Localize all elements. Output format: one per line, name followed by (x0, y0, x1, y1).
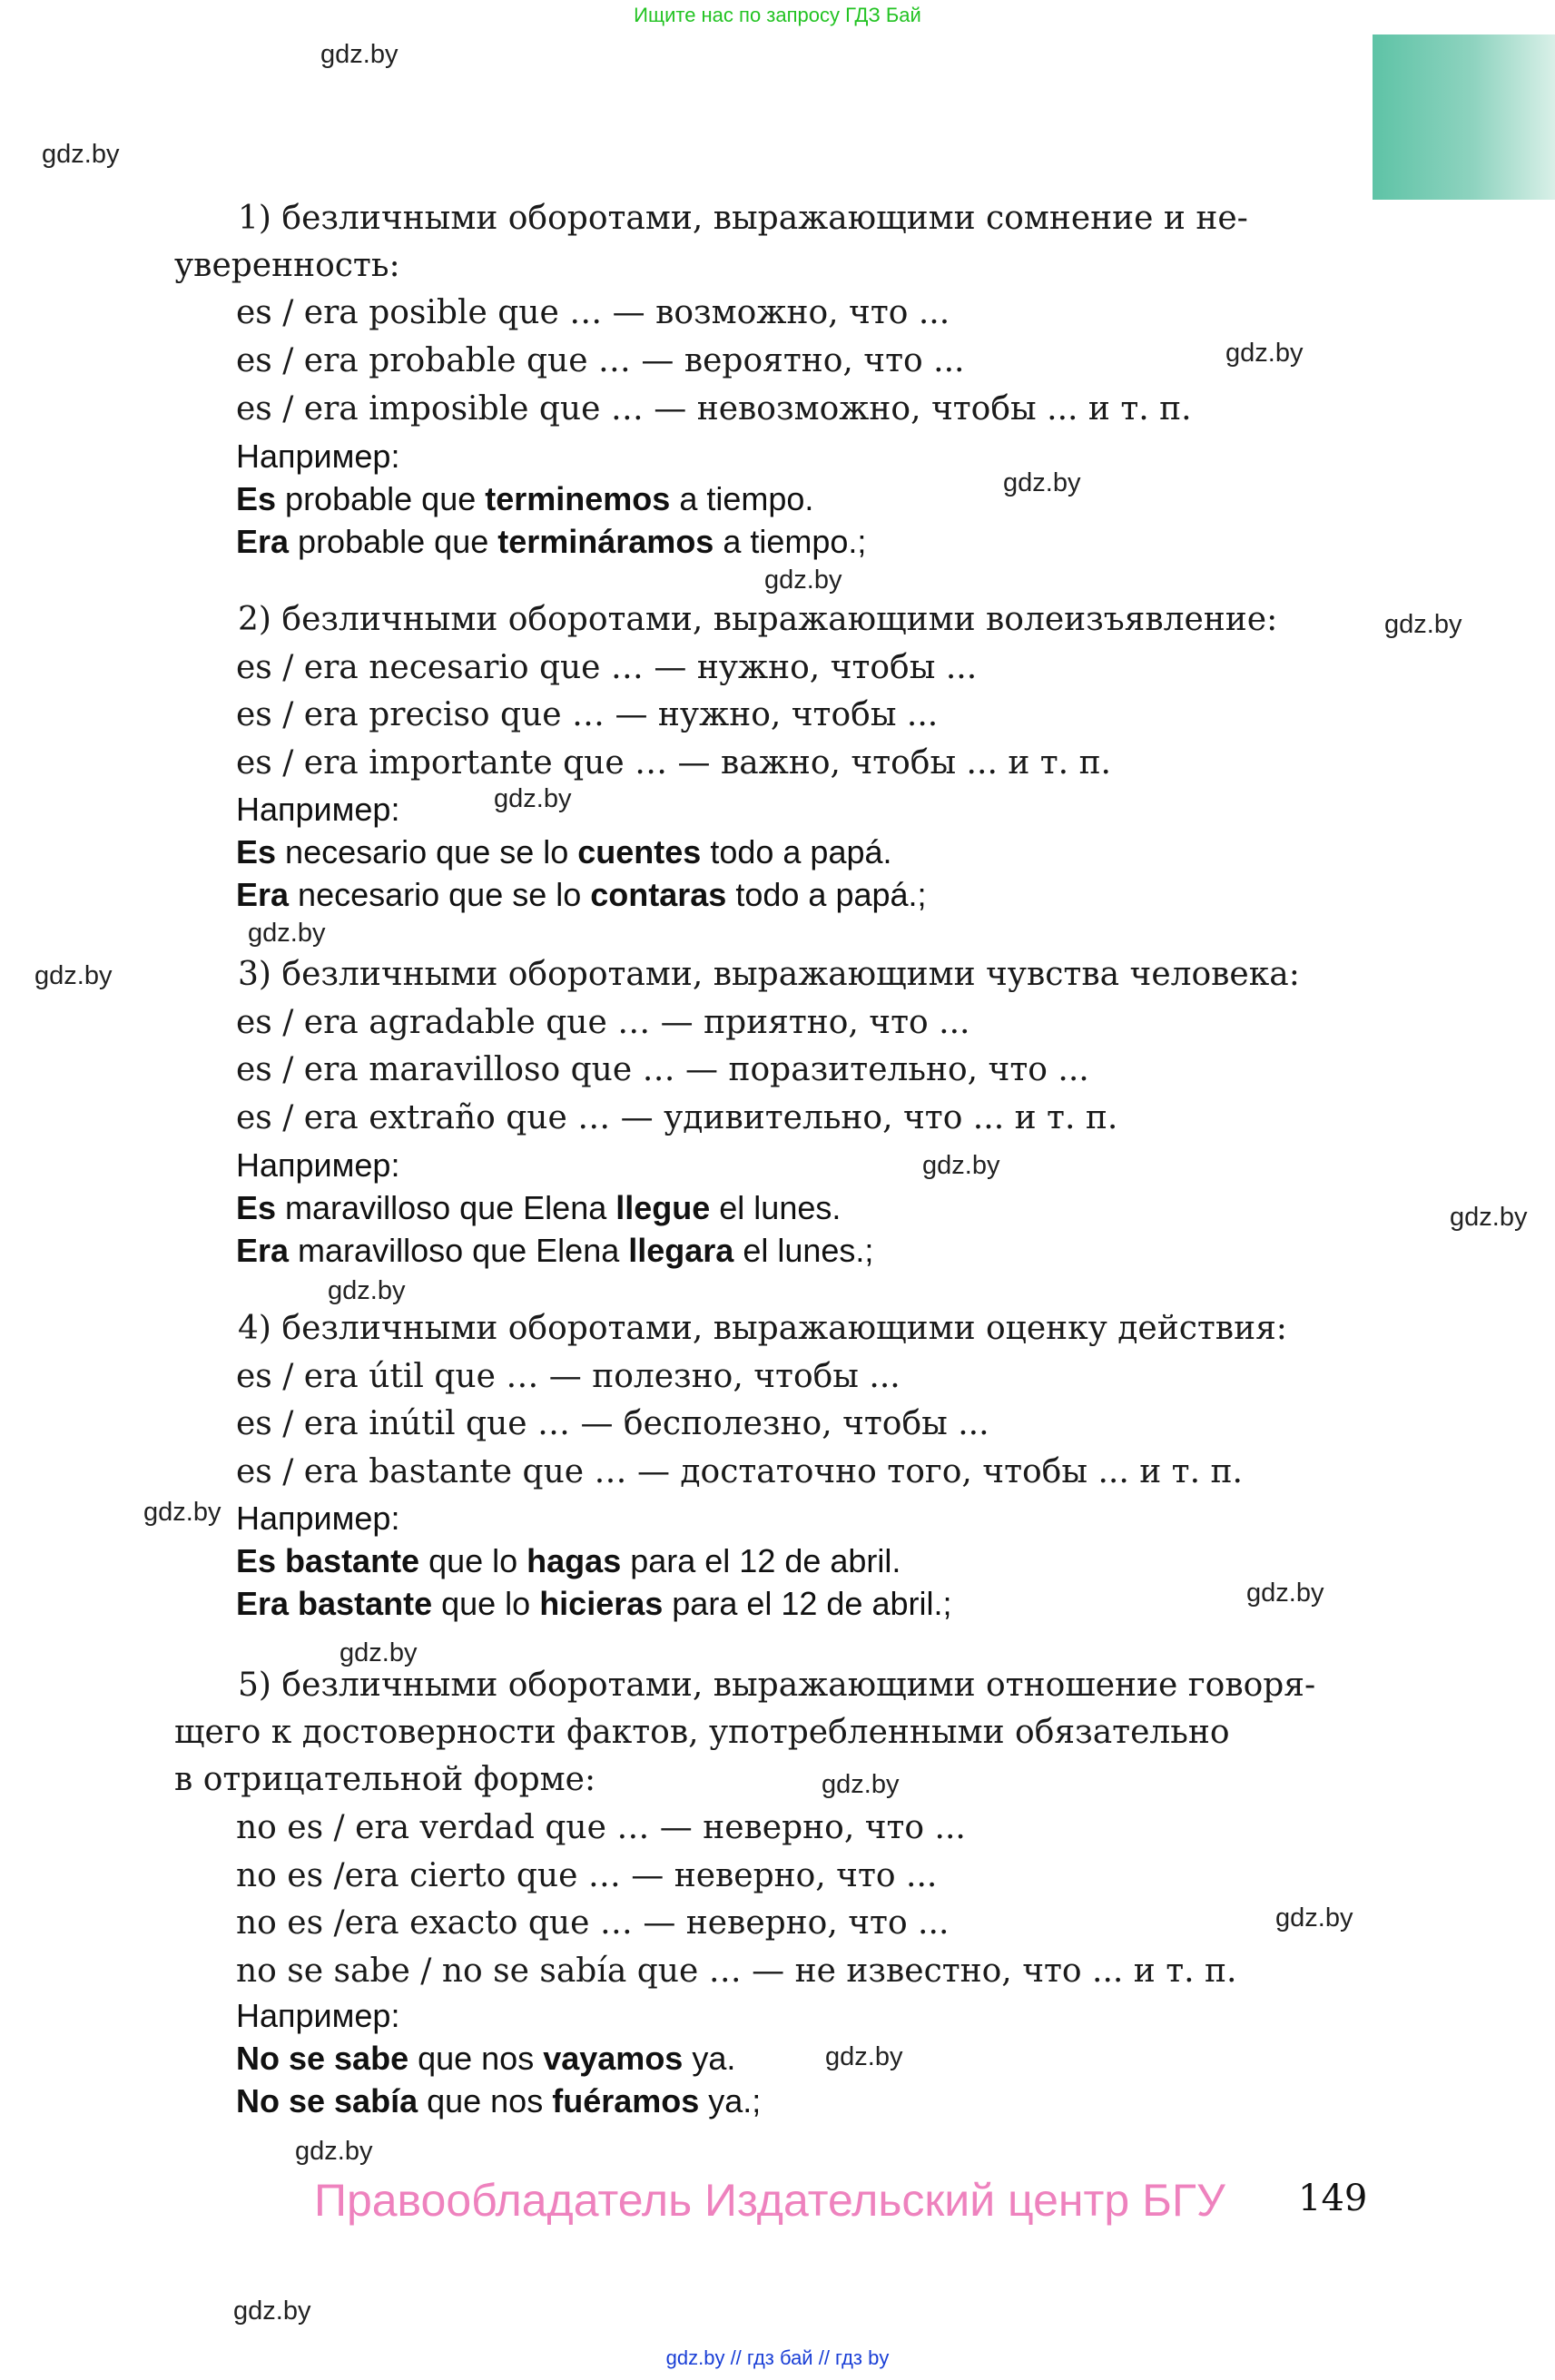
watermark: gdz.by (1450, 1203, 1528, 1232)
section-4-example-label: Например: (236, 1500, 400, 1537)
watermark: gdz.by (1003, 468, 1081, 497)
watermark: gdz.by (1225, 339, 1304, 368)
section-1-phrase: es / era imposible que … — невозможно, чтобы ... и т. п. (236, 390, 1192, 428)
watermark: gdz.by (233, 2296, 311, 2326)
section-5-intro-line-3: в отрицательной форме: (174, 1761, 596, 1798)
section-5-phrase: no es /era cierto que … — неверно, что ... (236, 1857, 938, 1894)
section-1-example-1: Es probable que terminemos a tiempo. (236, 480, 814, 517)
section-4-phrase: es / era útil que … — полезно, чтобы ... (236, 1358, 901, 1395)
section-3-example-2: Era maravilloso que Elena llegara el lunes.; (236, 1232, 874, 1269)
section-1-intro-line-1: 1) безличными оборотами, выражающими сомнение и не- (238, 200, 1248, 237)
section-3-example-label: Например: (236, 1146, 400, 1184)
section-3-phrase: es / era agradable que … — приятно, что ... (236, 1004, 970, 1041)
watermark: gdz.by (1246, 1578, 1324, 1608)
section-4-intro: 4) безличными оборотами, выражающими оценку действия: (238, 1310, 1287, 1347)
watermark: gdz.by (764, 565, 842, 595)
watermark: gdz.by (1384, 610, 1462, 639)
watermark: gdz.by (1275, 1903, 1353, 1933)
section-5-phrase: no se sabe / no se sabía que … — не известно, что ... и т. п. (236, 1952, 1237, 1990)
section-2-phrase: es / era necesario que … — нужно, чтобы ... (236, 649, 978, 686)
section-2-phrase: es / era preciso que … — нужно, чтобы ... (236, 696, 939, 733)
section-5-example-label: Например: (236, 1997, 400, 2034)
watermark: gdz.by (494, 784, 572, 813)
section-5-example-2: No se sabía que nos fuéramos ya.; (236, 2082, 762, 2119)
corner-color-tab (1373, 34, 1555, 200)
section-5-intro-line-2: щего к достоверности фактов, употребленными обязательно (174, 1714, 1230, 1751)
section-2-intro: 2) безличными оборотами, выражающими волеизъявление: (238, 601, 1278, 638)
watermark: gdz.by (34, 961, 113, 990)
copyright-holder-line: Правообладатель Издательский центр БГУ (314, 2175, 1225, 2226)
section-1-phrase: es / era probable que … — вероятно, что ... (236, 342, 965, 379)
watermark: gdz.by (320, 40, 399, 69)
section-4-phrase: es / era bastante que … — достаточно того, чтобы ... и т. п. (236, 1453, 1243, 1490)
watermark: gdz.by (825, 2042, 903, 2071)
top-banner[interactable]: Ищите нас по запросу ГДЗ Бай (634, 4, 921, 26)
section-2-example-2: Era necesario que se lo contaras todo a papá.; (236, 876, 927, 913)
section-3-phrase: es / era extraño que … — удивительно, что ... и т. п. (236, 1099, 1118, 1136)
watermark: gdz.by (822, 1770, 900, 1799)
section-5-intro-line-1: 5) безличными оборотами, выражающими отношение говоря- (238, 1667, 1316, 1704)
section-2-example-1: Es necesario que se lo cuentes todo a papá. (236, 833, 892, 870)
section-2-example-label: Например: (236, 791, 400, 828)
section-3-phrase: es / era maravilloso que … — поразительно, что ... (236, 1051, 1089, 1088)
section-2-phrase: es / era importante que … — важно, чтобы ... и т. п. (236, 744, 1112, 782)
section-4-example-2: Era bastante que lo hicieras para el 12 de abril.; (236, 1585, 952, 1622)
watermark: gdz.by (922, 1151, 1000, 1180)
section-1-intro-line-2: уверенность: (174, 247, 400, 284)
section-4-example-1: Es bastante que lo hagas para el 12 de abril. (236, 1542, 901, 1579)
section-3-intro: 3) безличными оборотами, выражающими чувства человека: (238, 956, 1300, 993)
section-4-phrase: es / era inútil que … — бесполезно, чтобы ... (236, 1405, 989, 1442)
watermark: gdz.by (42, 140, 120, 169)
section-5-phrase: no es /era exacto que … — неверно, что ... (236, 1904, 950, 1942)
section-1-example-2: Era probable que termináramos a tiempo.; (236, 523, 867, 560)
watermark: gdz.by (248, 919, 326, 948)
bottom-links[interactable]: gdz.by // гдз бай // гдз by (665, 2346, 890, 2369)
page-number: 149 (1298, 2178, 1368, 2219)
watermark: gdz.by (295, 2137, 373, 2166)
section-1-example-label: Например: (236, 438, 400, 475)
section-5-example-1: No se sabe que nos vayamos ya. (236, 2040, 736, 2077)
section-3-example-1: Es maravilloso que Elena llegue el lunes. (236, 1189, 841, 1226)
watermark: gdz.by (143, 1498, 221, 1527)
section-5-phrase: no es / era verdad que … — неверно, что ... (236, 1809, 966, 1846)
section-1-phrase: es / era posible que … — возможно, что ... (236, 294, 950, 331)
watermark: gdz.by (328, 1276, 406, 1305)
watermark: gdz.by (340, 1638, 418, 1667)
